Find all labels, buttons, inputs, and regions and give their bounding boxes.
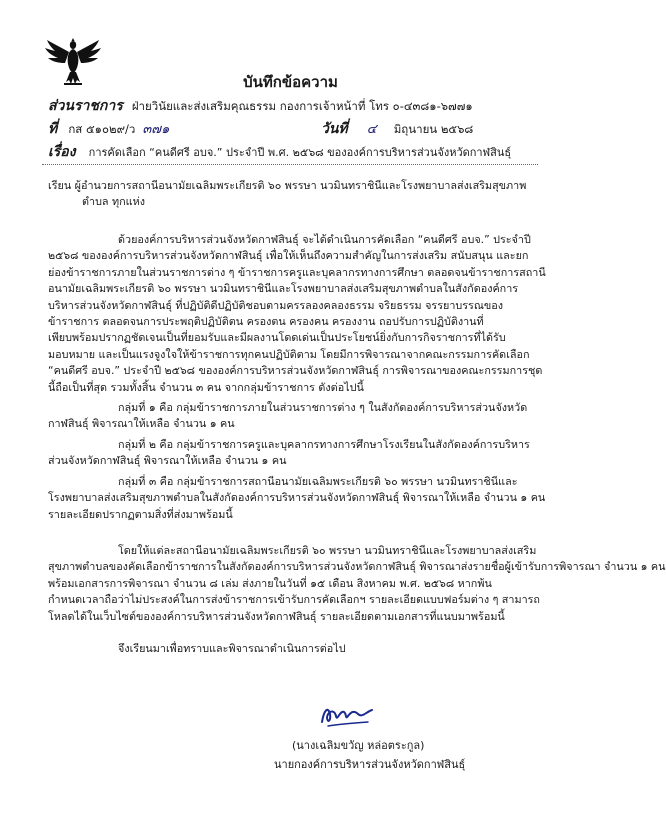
paragraph-group-3 — [48, 474, 546, 523]
paragraph-line: พร้อมเอกสารการพิจารณา จำนวน ๘ เล่ม ส่งภายในวันที่ ๑๕ เดือน สิงหาคม พ.ศ. ๒๕๖๘ หากพ้น — [48, 576, 492, 590]
paragraph-line: สุขภาพตำบลของคัดเลือกข้าราชการในสังกัดองค์การบริหารส่วนจังหวัดกาฬสินธุ์ พิจารณาส่งรายชื่อผู้เข้ารับการพิจารณา จำนวน ๑ คน — [48, 560, 666, 574]
date-day: ๔ — [366, 122, 377, 137]
paragraph-line: กำหนดเวลาถือว่าไม่ประสงค์ในการส่งข้าราชการเข้ารับการคัดเลือกฯ รายละเอียดแบบฟอร์มต่าง ๆ สามารถ — [48, 593, 540, 607]
paragraph-line: ย่องข้าราชการภายในส่วนราชการต่าง ๆ ข้าราชการครูและบุคลากรทางการศึกษา ตลอดจนข้าราชการสถานี — [48, 265, 546, 279]
office-value: ฝ่ายวินัยและส่งเสริมคุณธรรม กองการเจ้าหน้าที่ โทร ๐-๔๓๘๑-๖๗๗๑ — [131, 99, 473, 113]
signer-name: (นางเฉลิมขวัญ หล่อตระกูล) — [292, 739, 425, 752]
date-row — [321, 118, 473, 140]
paragraph-line: โรงพยาบาลส่งเสริมสุขภาพตำบลในสังกัดองค์การบริหารส่วนจังหวัดกาฬสินธุ์ พิจารณาให้เหลือ จำนวน ๑ คน — [48, 491, 546, 505]
signer-position: นายกองค์การบริหารส่วนจังหวัดกาฬสินธุ์ — [274, 758, 466, 771]
ref-label: ที่ — [48, 121, 58, 137]
paragraph-line: กลุ่มที่ ๓ คือ กลุ่มข้าราชการสถานีอนามัยเฉลิมพระเกียรติ ๖๐ พรรษา นวมินทราชินีและ — [118, 475, 518, 488]
date-value: มิถุนายน ๒๕๖๘ — [393, 122, 474, 136]
subject-label: เรื่อง — [48, 144, 76, 160]
paragraph-line: บริหารส่วนจังหวัดกาฬสินธุ์ ที่ปฏิบัติดีปฏิบัติชอบตามครรลองคลองธรรม จริยธรรม จรรยาบรรณของ — [48, 298, 503, 312]
paragraph-line: กลุ่มที่ ๒ คือ กลุ่มข้าราชการครูและบุคลากรทางการศึกษาโรงเรียนในสังกัดองค์การบริหาร — [118, 438, 530, 451]
salutation-line: ตำบล ทุกแห่ง — [82, 195, 145, 209]
paragraph-intro — [48, 232, 546, 396]
salutation — [48, 178, 540, 211]
paragraph-line: โดยให้แต่ละสถานีอนามัยเฉลิมพระเกียรติ ๖๐ พรรษา นวมินทราชินีและโรงพยาบาลส่งเสริม — [118, 544, 537, 557]
paragraph-closing — [48, 641, 540, 657]
paragraph-line: ด้วยองค์การบริหารส่วนจังหวัดกาฬสินธุ์ จะได้ดำเนินการคัดเลือก “คนดีศรี อบจ.” ประจำปี — [118, 233, 531, 246]
paragraph-line: “คนดีศรี อบจ.” ประจำปี ๒๕๖๘ ขององค์การบริหารส่วนจังหวัดกาฬสินธุ์ การพิจารณาของคณะกรรมการชุด — [48, 364, 543, 378]
subject-value: การคัดเลือก “คนดีศรี อบจ.” ประจำปี พ.ศ. ๒๕๖๘ ขององค์การบริหารส่วนจังหวัดกาฬสินธุ์ — [88, 146, 512, 159]
paragraph-instructions — [48, 543, 666, 625]
subject-row — [48, 141, 511, 163]
paragraph-line: เพียบพร้อมปรากฏชัดเจนเป็นที่ยอมรับและมีผลงานโดดเด่นเป็นประโยชน์ยิ่งกับการกิจราชการที่ได้รับ — [48, 331, 506, 345]
paragraph-line: ข้าราชการ ตลอดจนการประพฤติปฏิบัติตน ครองตน ครองคน ครองงาน ถอปรับการปฏิบัติงานที่ — [48, 315, 484, 329]
paragraph-line: โหลดได้ในเว็บไซต์ขององค์การบริหารส่วนจังหวัดกาฬสินธุ์ รายละเอียดตามเอกสารที่แนบมาพร้อมนี้ — [48, 609, 505, 623]
ref-row — [48, 118, 169, 140]
paragraph-line: นี้ถือเป็นที่สุด รวมทั้งสิ้น จำนวน ๓ คน จากกลุ่มข้าราชการ ดังต่อไปนี้ — [48, 380, 364, 394]
date-label: วันที่ — [321, 121, 348, 137]
paragraph-line: มอบหมาย และเป็นแรงจูงใจให้ข้าราชการทุกคนปฏิบัติตาม โดยมีการพิจารณาจากคณะกรรมการคัดเลือก — [48, 347, 530, 361]
memo-title: บันทึกข้อความ — [243, 73, 338, 91]
ref-number: ๓๗๑ — [142, 122, 170, 137]
paragraph-line: กลุ่มที่ ๑ คือ กลุ่มข้าราชการภายในส่วนราชการต่าง ๆ ในสังกัดองค์การบริหารส่วนจังหวัด — [118, 401, 528, 414]
paragraph-line: รายละเอียดปรากฏตามสิ่งที่ส่งมาพร้อมนี้ — [48, 507, 233, 521]
paragraph-line: ส่วนจังหวัดกาฬสินธุ์ พิจารณาให้เหลือ จำนวน ๑ คน — [48, 454, 287, 468]
paragraph-group-2 — [48, 437, 540, 470]
office-row — [48, 95, 473, 117]
paragraph-line: กาฬสินธุ์ พิจารณาให้เหลือ จำนวน ๑ คน — [48, 417, 235, 431]
office-label: ส่วนราชการ — [48, 98, 123, 114]
paragraph-line: ๒๕๖๘ ขององค์การบริหารส่วนจังหวัดกาฬสินธุ์ เพื่อให้เห็นถึงความสำคัญในการส่งเสริม สนับสนุน และยก — [48, 249, 529, 263]
paragraph-line: จึงเรียนมาเพื่อทราบและพิจารณาดำเนินการต่อไป — [118, 642, 346, 655]
paragraph-line: อนามัยเฉลิมพระเกียรติ ๖๐ พรรษา นวมินทราชินีและโรงพยาบาลส่งเสริมสุขภาพตำบลในสังกัดองค์การ — [48, 282, 519, 296]
handwritten-signature — [318, 700, 376, 730]
header-divider — [42, 164, 538, 165]
salutation-line: เรียน ผู้อำนวยการสถานีอนามัยเฉลิมพระเกียรติ ๖๐ พรรษา นวมินทราชินีและโรงพยาบาลส่งเสริมสุขภาพ — [48, 179, 527, 192]
paragraph-group-1 — [48, 400, 540, 433]
ref-value: กส ๕๑๐๒๙/ว — [68, 122, 136, 136]
